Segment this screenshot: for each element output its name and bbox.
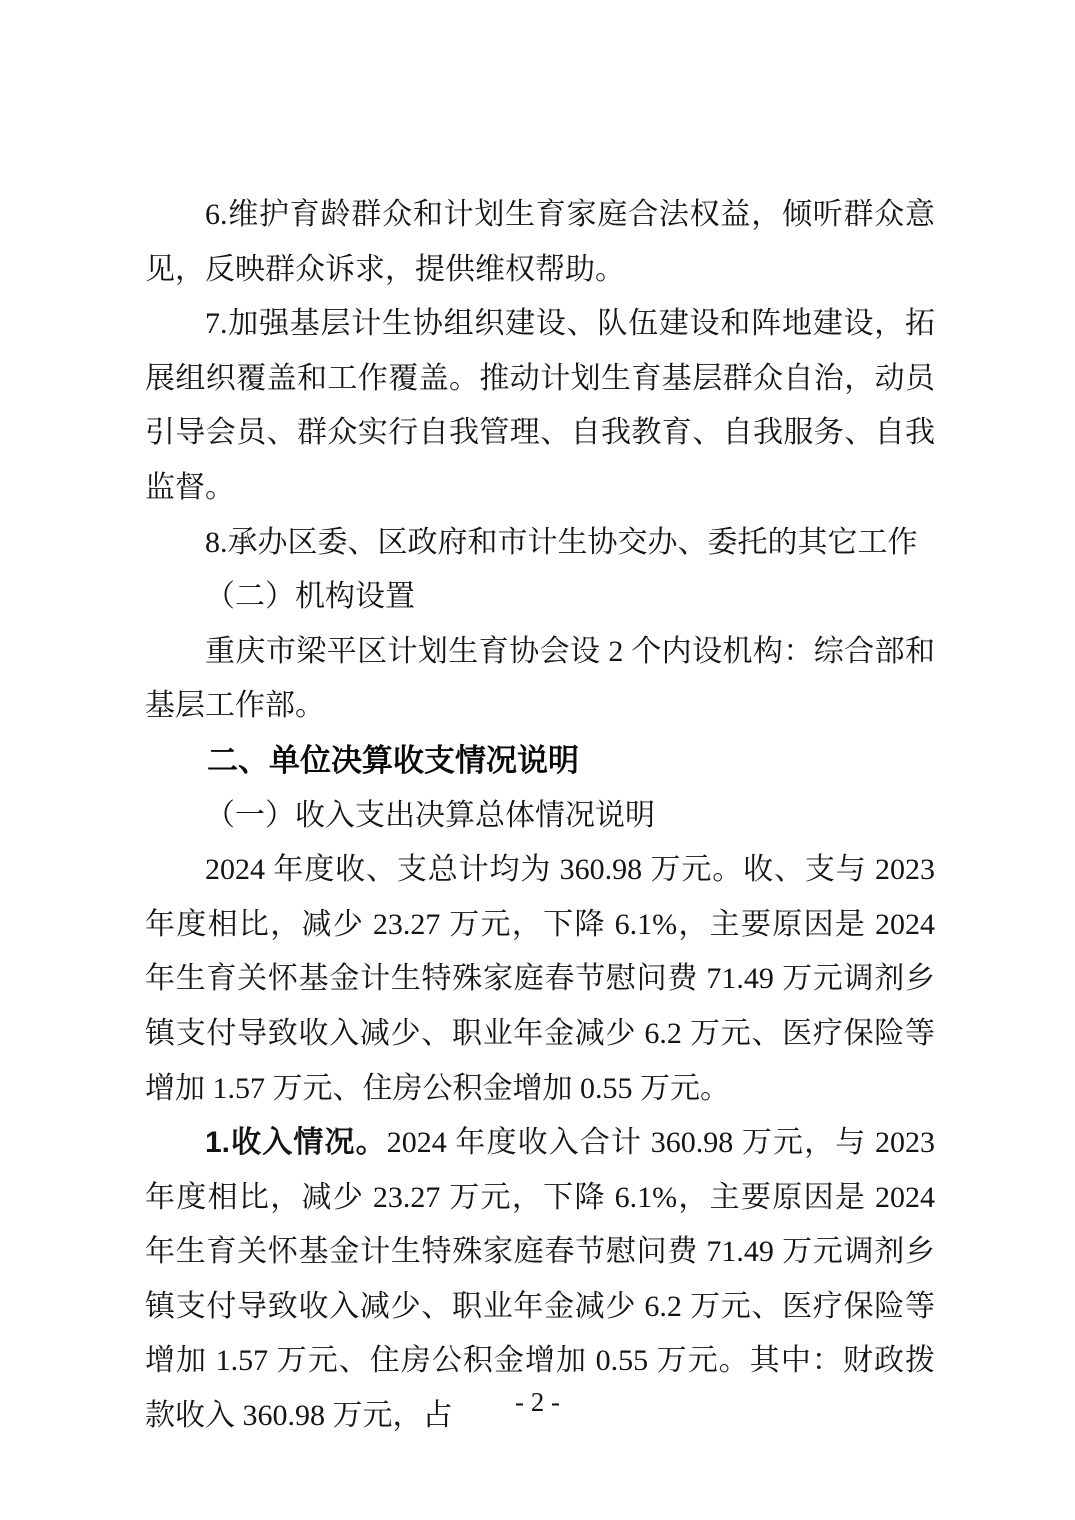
paragraph-overall-budget: 2024 年度收、支总计均为 360.98 万元。收、支与 2023 年度相比，减少 23.27 万元，下降 6.1%，主要原因是 2024 年生育关怀基金计生特殊家庭春节慰问费 71.49 万元调剂乡镇支付导致收入减少、职业年金减少 6.2 万元、医疗保险等增加 1.57 万元、住房公积金增加 0.55 万元。	[145, 853, 935, 1105]
paragraph-duty-item-8: 8.承办区委、区政府和市计生协交办、委托的其它工作	[205, 525, 918, 559]
paragraph-org-setup: 重庆市梁平区计划生育协会设 2 个内设机构：综合部和基层工作部。	[145, 634, 935, 723]
heading-subsection-1-overall: （一）收入支出决算总体情况说明	[205, 798, 655, 832]
heading-org-setup: （二）机构设置	[205, 580, 415, 614]
page-number: - 2 -	[515, 1387, 560, 1417]
document-body	[145, 188, 935, 1444]
income-situation-label: 1.收入情况。	[205, 1126, 387, 1160]
paragraph-duty-item-7: 7.加强基层计生协组织建设、队伍建设和阵地建设，拓展组织覆盖和工作覆盖。推动计划生育基层群众自治，动员引导会员、群众实行自我管理、自我教育、自我服务、自我监督。	[145, 307, 935, 504]
page-footer	[0, 1384, 1075, 1420]
heading-section-2-budget-summary: 二、单位决算收支情况说明	[207, 742, 579, 778]
paragraph-duty-item-6: 6.维护育龄群众和计划生育家庭合法权益，倾听群众意见，反映群众诉求，提供维权帮助。	[145, 198, 935, 286]
income-situation-text: 2024 年度收入合计 360.98 万元，与 2023 年度相比，减少 23.27 万元，下降 6.1%，主要原因是 2024 年生育关怀基金计生特殊家庭春节慰问费 71.49 万元调剂乡镇支付导致收入减少、职业年金减少 6.2 万元、医疗保险等增加 1.57 万元、住房公积金增加 0.55 万元。其中：财政拨款收入 360.98 万元，占	[145, 1126, 935, 1433]
